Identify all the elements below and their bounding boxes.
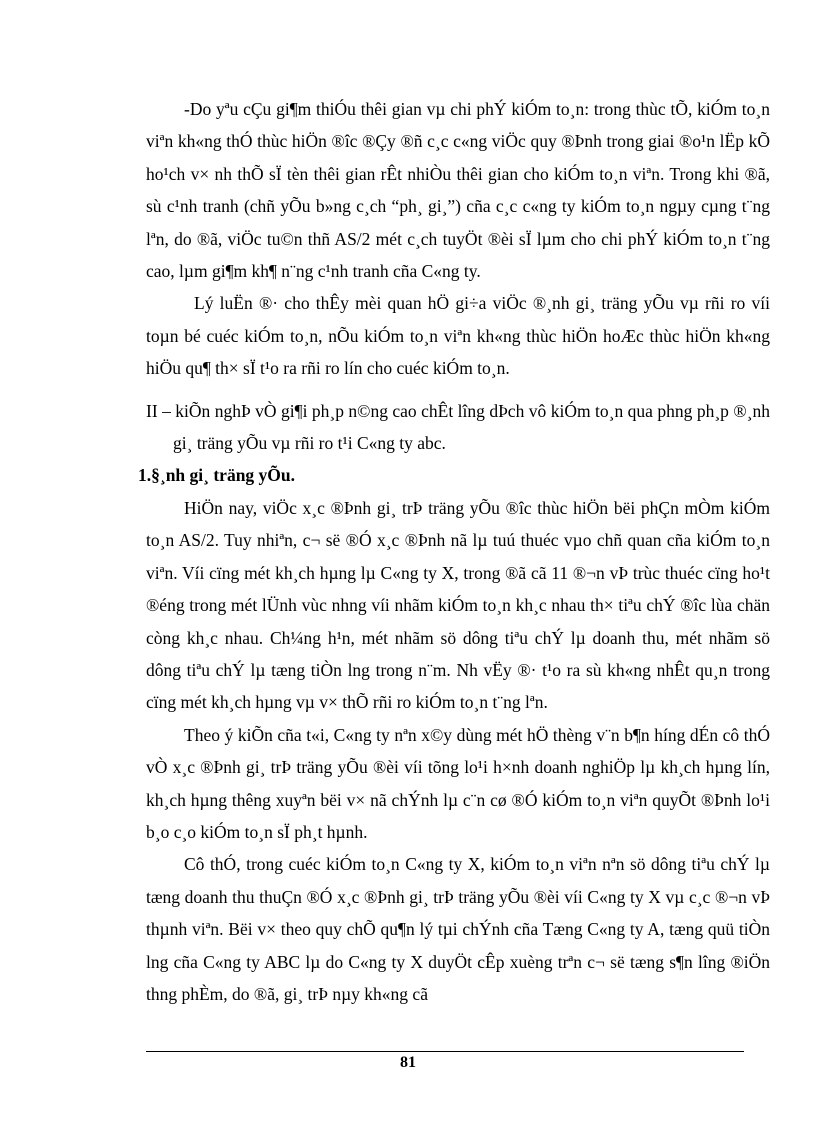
paragraph-recommendation: Theo ý kiÕn cña t«i, C«ng ty nªn x©y dùng mét hÖ thèng v¨n b¶n híng dÉn cô thÓ vÒ x¸c ®Þnh gi¸ trÞ träng yÕu ®èi víi tõng lo¹i h×nh doanh nghiÖp lµ kh¸ch hµng lín, kh¸ch hµng thêng xuyªn bëi v× nã chÝnh lµ c¨n cø ®Ó kiÓm to¸n viªn quyÕt ®Þnh lo¹i b¸o c¸o kiÓm to¸n sÏ ph¸t hµnh. [146, 724, 770, 842]
page-number: 81 [400, 1054, 416, 1071]
body-text [138, 93, 770, 1010]
footer-divider [146, 1051, 744, 1052]
paragraph-cost-reduction: -Do yªu cÇu gi¶m thiÓu thêi gian vµ chi phÝ kiÓm to¸n: trong thùc tÕ, kiÓm to¸n viªn kh«ng thÓ thùc hiÖn ®îc ®Çy ®ñ c¸c c«ng viÖc quy ®Þnh trong giai ®o¹n lËp kÕ ho¹ch v× nh thÕ sÏ tèn thêi gian rÊt nhiÒu thêi gian cho kiÓm to¸n viªn. Trong khi ®ã, sù c¹nh tranh (chñ yÕu b»ng c¸ch “ph¸ gi¸”) cña c¸c c«ng ty kiÓm to¸n ngµy cµng t¨ng lªn, do ®ã, viÖc tu©n thñ AS/2 mét c¸ch tuyÖt ®èi sÏ lµm cho chi phÝ kiÓm to¸n t¨ng cao, lµm gi¶m kh¶ n¨ng c¹nh tranh cña C«ng ty. [146, 99, 770, 282]
paragraph-theory-conclusion: Lý luËn ®· cho thÊy mèi quan hÖ gi÷a viÖc ®¸nh gi¸ träng yÕu vµ rñi ro víi toµn bé cuéc kiÓm to¸n, nÕu kiÓm to¸n viªn kh«ng thùc hiÖn hoÆc thùc hiÖn kh«ng hiÖu qu¶ th× sÏ t¹o ra rñi ro lín cho cuéc kiÓm to¸n. [146, 293, 770, 379]
spacer [146, 385, 770, 389]
paragraph-current-practice: HiÖn nay, viÖc x¸c ®Þnh gi¸ trÞ träng yÕu ®îc thùc hiÖn bëi phÇn mÒm kiÓm to¸n AS/2. Tuy nhiªn, c¬ së ®Ó x¸c ®Þnh nã lµ tuú thuéc vµo chñ quan cña kiÓm to¸n viªn. Víi cïng mét kh¸ch hµng lµ C«ng ty X, trong ®ã cã 11 ®¬n vÞ trùc thuéc cïng ho¹t ®éng trong mét lÜnh vùc nhng víi nhãm kiÓm to¸n kh¸c nhau th× tiªu chÝ ®îc lùa chän còng kh¸c nhau. Ch¼ng h¹n, mét nhãm sö dông tiªu chÝ lµ doanh thu, mét nhãm sö dông tiªu chÝ lµ tæng tiÒn lng trong n¨m. Nh vËy ®· t¹o ra sù kh«ng nhÊt qu¸n trong cïng mét kh¸ch hµng vµ v× thÕ rñi ro kiÓm to¸n t¨ng lªn. [146, 497, 770, 713]
section-heading: II – kiÕn nghÞ vÒ gi¶i ph¸p n©ng cao chÊt lîng dÞch vô kiÓm to¸n qua phng ph¸p ®¸nh gi¸ träng yÕu vµ rñi ro t¹i C«ng ty abc. [146, 400, 770, 454]
paragraph-specific-example: Cô thÓ, trong cuéc kiÓm to¸n C«ng ty X, kiÓm to¸n viªn nªn sö dông tiªu chÝ lµ tæng doanh thu thuÇn ®Ó x¸c ®Þnh gi¸ trÞ träng yÕu ®èi víi C«ng ty X vµ c¸c ®¬n vÞ thµnh viªn. Bëi v× theo quy chÕ qu¶n lý tµi chÝnh cña Tæng C«ng ty A, tæng quü tiÒn lng cña C«ng ty ABC lµ do C«ng ty X duyÖt cÊp xuèng trªn c¬ së tæng s¶n lîng ®iÖn thng phÈm, do ®ã, gi¸ trÞ nµy kh«ng cã [146, 854, 770, 1004]
subsection-heading: 1.§¸nh gi¸ träng yÕu. [138, 465, 296, 486]
